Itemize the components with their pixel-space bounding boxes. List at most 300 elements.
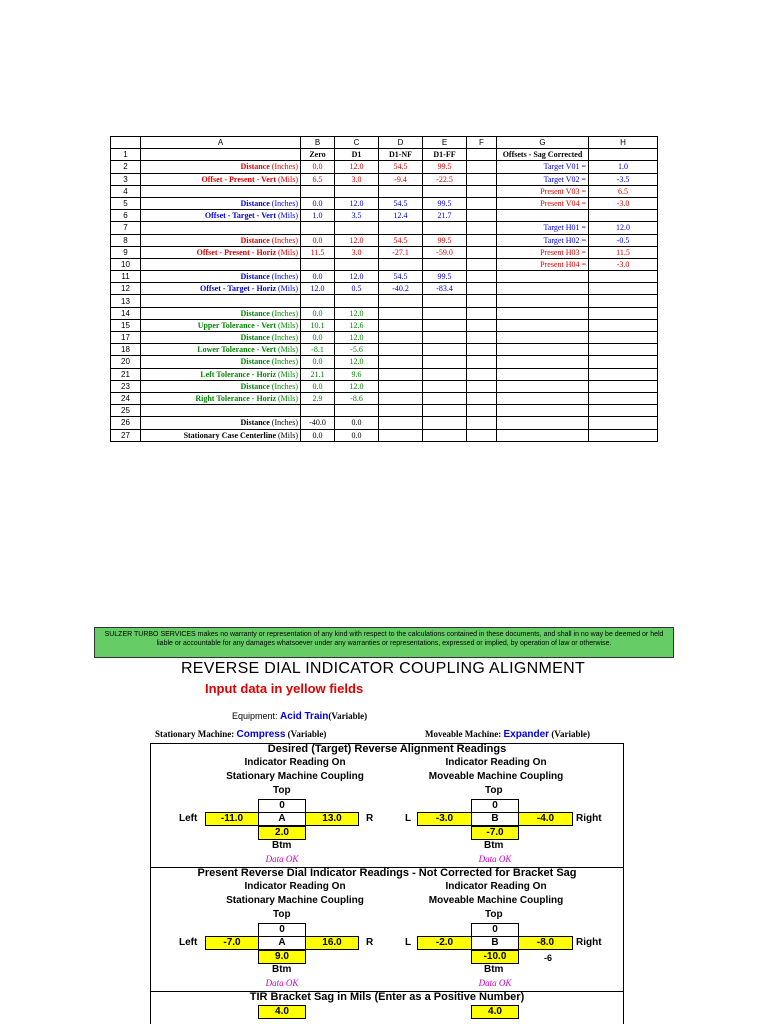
- sheet-row: [111, 271, 658, 283]
- column-header-row: [111, 137, 658, 149]
- unit-text: (Mils): [278, 211, 298, 221]
- unit-text: (Inches): [271, 235, 298, 245]
- unit-text: (Inches): [271, 162, 298, 172]
- cell-d: [379, 307, 423, 319]
- unit-text: (Inches): [271, 308, 298, 318]
- cell-f: [467, 283, 497, 295]
- cell-h: -3.0: [589, 197, 658, 209]
- unit-text: (Inches): [271, 418, 298, 428]
- row-number: 13: [111, 295, 141, 307]
- cell-c: 12.0: [335, 234, 379, 246]
- cell-d: -40.2: [379, 283, 423, 295]
- row-label: [141, 246, 301, 258]
- cell-g: Present H03 =: [497, 246, 589, 258]
- label-text: Distance: [240, 199, 270, 209]
- row-number: 24: [111, 392, 141, 404]
- cell-g: [497, 405, 589, 417]
- cell-h: [589, 307, 658, 319]
- row-label: [141, 295, 301, 307]
- moveable-label: Moveable Machine:: [425, 729, 502, 739]
- row-number: 18: [111, 344, 141, 356]
- row-label: [141, 271, 301, 283]
- row-number: 20: [111, 356, 141, 368]
- column-header: F: [467, 137, 497, 149]
- stationary-center-label: A: [258, 936, 306, 950]
- unit-text: (Inches): [271, 357, 298, 367]
- cell-h: [589, 149, 658, 161]
- btm-label: Btm: [484, 840, 504, 851]
- cell-c: 3.0: [335, 173, 379, 185]
- label-text: Distance: [240, 333, 270, 343]
- sheet-row: [111, 332, 658, 344]
- stationary-suffix: (Variable): [287, 729, 327, 739]
- cell-h: 6.5: [589, 185, 658, 197]
- cell-d: 54.5: [379, 234, 423, 246]
- sheet-row: [111, 392, 658, 404]
- sheet-row: [111, 173, 658, 185]
- cell-h: [589, 271, 658, 283]
- cell-e: [423, 222, 467, 234]
- bracket-sag-panel: [150, 991, 624, 1024]
- row-number: 5: [111, 197, 141, 209]
- cell-g: [497, 392, 589, 404]
- left-heading-1: Indicator Reading On: [244, 881, 346, 892]
- cell-e: [423, 258, 467, 270]
- left-heading-2: Stationary Machine Coupling: [226, 771, 364, 782]
- status-text: Data OK: [478, 854, 512, 864]
- cell-c: [335, 258, 379, 270]
- moveable-sag-input[interactable]: 4.0: [471, 1005, 519, 1019]
- moveable-left-input[interactable]: -2.0: [417, 936, 472, 950]
- cell-b: 0.0: [301, 234, 335, 246]
- cell-g: [497, 283, 589, 295]
- cell-c: D1: [335, 149, 379, 161]
- top-label: Top: [273, 909, 291, 920]
- row-label: [141, 234, 301, 246]
- row-label: [141, 356, 301, 368]
- cell-b: 6.5: [301, 173, 335, 185]
- cell-c: 9.6: [335, 368, 379, 380]
- row-label: [141, 429, 301, 441]
- sheet-row: [111, 210, 658, 222]
- label-text: Distance: [240, 272, 270, 282]
- sheet-row: [111, 429, 658, 441]
- cell-f: [467, 295, 497, 307]
- cell-d: -9.4: [379, 173, 423, 185]
- label-text: Distance: [240, 418, 270, 428]
- cell-h: [589, 210, 658, 222]
- cell-e: 99.5: [423, 234, 467, 246]
- unit-text: (Mils): [278, 320, 298, 330]
- cell-e: [423, 295, 467, 307]
- row-label: [141, 197, 301, 209]
- cell-e: 21.7: [423, 210, 467, 222]
- cell-b: 12.0: [301, 283, 335, 295]
- left-label: Left: [179, 937, 198, 948]
- row-number: 10: [111, 258, 141, 270]
- right-heading-2: Moveable Machine Coupling: [428, 895, 564, 906]
- unit-text: (Inches): [271, 333, 298, 343]
- unit-text: (Inches): [271, 272, 298, 282]
- cell-d: D1-NF: [379, 149, 423, 161]
- moveable-top-reading: 0: [471, 923, 519, 937]
- cell-e: -59.0: [423, 246, 467, 258]
- unit-text: (Mils): [278, 394, 298, 404]
- cell-e: 99.5: [423, 197, 467, 209]
- equipment-label: Equipment:: [232, 711, 278, 721]
- cell-b: 0.0: [301, 380, 335, 392]
- cell-f: [467, 149, 497, 161]
- cell-d: [379, 185, 423, 197]
- btm-label: Btm: [484, 964, 504, 975]
- row-label: [141, 258, 301, 270]
- cell-g: [497, 210, 589, 222]
- cell-b: 11.5: [301, 246, 335, 258]
- top-label: Top: [485, 785, 503, 796]
- cell-c: [335, 185, 379, 197]
- row-number: 12: [111, 283, 141, 295]
- moveable-bottom-input[interactable]: -10.0: [471, 950, 519, 964]
- cell-c: 0.0: [335, 417, 379, 429]
- sheet-row: [111, 405, 658, 417]
- sheet-row: [111, 307, 658, 319]
- stationary-top-reading: 0: [258, 923, 306, 937]
- panel-title: TIR Bracket Sag in Mils (Enter as a Positive Number): [249, 992, 525, 1003]
- label-text: Offset - Target - Vert: [204, 211, 276, 221]
- cell-h: [589, 429, 658, 441]
- sheet-row: [111, 161, 658, 173]
- cell-g: Offsets - Sag Corrected: [497, 149, 589, 161]
- unit-text: (Mils): [278, 430, 298, 440]
- row-label: [141, 380, 301, 392]
- column-header: [111, 137, 141, 149]
- cell-c: 0.0: [335, 429, 379, 441]
- cell-d: [379, 356, 423, 368]
- btm-label: Btm: [272, 840, 292, 851]
- cell-g: [497, 271, 589, 283]
- stationary-bottom-input[interactable]: 9.0: [258, 950, 306, 964]
- left-heading-1: Indicator Reading On: [244, 757, 346, 768]
- cell-g: [497, 332, 589, 344]
- column-header: B: [301, 137, 335, 149]
- cell-f: [467, 197, 497, 209]
- status-text: Data OK: [265, 854, 299, 864]
- cell-b: 2.9: [301, 392, 335, 404]
- cell-h: [589, 344, 658, 356]
- cell-c: 12.0: [335, 307, 379, 319]
- column-header: D: [379, 137, 423, 149]
- cell-h: [589, 380, 658, 392]
- stationary-value[interactable]: Compress: [236, 729, 286, 740]
- equipment-suffix: (Variable): [328, 711, 368, 721]
- panel-title: Desired (Target) Reverse Alignment Readings: [267, 744, 507, 755]
- cell-e: -83.4: [423, 283, 467, 295]
- cell-g: Present V03 =: [497, 185, 589, 197]
- cell-b: 0.0: [301, 197, 335, 209]
- cell-c: 12.0: [335, 271, 379, 283]
- cell-h: -3.5: [589, 173, 658, 185]
- cell-c: 12.0: [335, 332, 379, 344]
- right-heading-1: Indicator Reading On: [445, 881, 547, 892]
- cell-b: 0.0: [301, 161, 335, 173]
- cell-c: 3.5: [335, 210, 379, 222]
- label-text: Distance: [240, 235, 270, 245]
- row-number: 2: [111, 161, 141, 173]
- cell-e: 99.5: [423, 271, 467, 283]
- label-text: Offset - Target - Horiz: [200, 284, 276, 294]
- cell-b: [301, 185, 335, 197]
- panel-title: Present Reverse Dial Indicator Readings - Not Corrected for Bracket Sag: [197, 868, 577, 879]
- cell-d: 12.4: [379, 210, 423, 222]
- cell-f: [467, 380, 497, 392]
- cell-d: [379, 295, 423, 307]
- stationary-label: Stationary Machine:: [155, 729, 235, 739]
- cell-b: 10.1: [301, 319, 335, 331]
- cell-h: [589, 283, 658, 295]
- right-label: R: [366, 813, 374, 824]
- cell-h: -0.5: [589, 234, 658, 246]
- cell-e: [423, 405, 467, 417]
- row-number: 11: [111, 271, 141, 283]
- label-text: Upper Tolerance - Vert: [197, 320, 276, 330]
- moveable-suffix: (Variable): [551, 729, 590, 739]
- cell-h: [589, 417, 658, 429]
- unit-text: (Inches): [271, 199, 298, 209]
- cell-f: [467, 417, 497, 429]
- cell-f: [467, 161, 497, 173]
- status-text: Data OK: [478, 978, 512, 988]
- sheet-row: [111, 246, 658, 258]
- row-label: [141, 319, 301, 331]
- cell-b: 0.0: [301, 356, 335, 368]
- column-header: E: [423, 137, 467, 149]
- target-readings-panel: [150, 743, 624, 869]
- cell-g: [497, 295, 589, 307]
- cell-f: [467, 405, 497, 417]
- sheet-row: [111, 319, 658, 331]
- cell-g: Target H02 =: [497, 234, 589, 246]
- unit-text: (Mils): [278, 174, 298, 184]
- label-text: Left Tolerance - Horiz: [200, 369, 276, 379]
- sheet-row: [111, 417, 658, 429]
- cell-e: [423, 332, 467, 344]
- cell-g: [497, 356, 589, 368]
- cell-d: [379, 222, 423, 234]
- sheet-row: [111, 234, 658, 246]
- right-heading-2: Moveable Machine Coupling: [428, 771, 564, 782]
- cell-h: [589, 332, 658, 344]
- cell-h: [589, 405, 658, 417]
- cell-f: [467, 271, 497, 283]
- sheet-row: [111, 356, 658, 368]
- cell-f: [467, 307, 497, 319]
- cell-g: [497, 319, 589, 331]
- row-number: 3: [111, 173, 141, 185]
- column-header: H: [589, 137, 658, 149]
- row-number: 21: [111, 368, 141, 380]
- cell-d: 54.5: [379, 197, 423, 209]
- disclaimer-banner: SULZER TURBO SERVICES makes no warranty or representation of any kind with respect to the calculations contained in these documents, and shall in no way be deemed or held liable or accountable for any damages whatsoever under any warranties or representations, expressed or implied, by operation of law or otherwise.: [94, 627, 674, 658]
- cell-e: [423, 380, 467, 392]
- cell-e: [423, 307, 467, 319]
- cell-c: 0.5: [335, 283, 379, 295]
- cell-g: [497, 307, 589, 319]
- equipment-row: [232, 711, 367, 722]
- cell-f: [467, 258, 497, 270]
- cell-c: 12.6: [335, 319, 379, 331]
- cell-g: [497, 380, 589, 392]
- cell-b: [301, 258, 335, 270]
- cell-e: D1-FF: [423, 149, 467, 161]
- sheet-row: [111, 368, 658, 380]
- cell-e: [423, 319, 467, 331]
- stationary-left-input[interactable]: -7.0: [205, 936, 259, 950]
- cell-f: [467, 210, 497, 222]
- cell-h: 11.5: [589, 246, 658, 258]
- equipment-value[interactable]: Acid Train: [280, 711, 329, 722]
- label-text: Offset - Present - Horiz: [196, 247, 276, 257]
- sheet-row: [111, 197, 658, 209]
- cell-f: [467, 234, 497, 246]
- stationary-left-input[interactable]: -11.0: [205, 812, 259, 826]
- cell-g: [497, 417, 589, 429]
- cell-g: Target H01 =: [497, 222, 589, 234]
- cell-b: -8.1: [301, 344, 335, 356]
- label-text: Stationary Case Centerline: [183, 430, 276, 440]
- sheet-row: [111, 344, 658, 356]
- row-number: 1: [111, 149, 141, 161]
- stationary-center-label: A: [258, 812, 306, 826]
- cell-g: Target V02 =: [497, 173, 589, 185]
- cell-c: [335, 222, 379, 234]
- cell-g: [497, 368, 589, 380]
- cell-e: [423, 368, 467, 380]
- row-label: [141, 417, 301, 429]
- calculation-sheet: [110, 136, 658, 442]
- row-number: 9: [111, 246, 141, 258]
- row-label: [141, 222, 301, 234]
- sheet-row: [111, 380, 658, 392]
- row-label: [141, 405, 301, 417]
- right-label: Right: [576, 937, 602, 948]
- cell-g: Target V01 =: [497, 161, 589, 173]
- btm-label: Btm: [272, 964, 292, 975]
- cell-e: [423, 429, 467, 441]
- cell-h: [589, 319, 658, 331]
- unit-text: (Mils): [278, 284, 298, 294]
- row-number: 17: [111, 332, 141, 344]
- row-number: 6: [111, 210, 141, 222]
- cell-h: -3.0: [589, 258, 658, 270]
- cell-d: [379, 319, 423, 331]
- moveable-machine-row: [425, 729, 590, 740]
- cell-b: [301, 295, 335, 307]
- unit-text: (Mils): [278, 369, 298, 379]
- sheet-row: [111, 149, 658, 161]
- cell-c: -8.6: [335, 392, 379, 404]
- cell-e: [423, 185, 467, 197]
- row-label: [141, 344, 301, 356]
- cell-d: [379, 380, 423, 392]
- stationary-sag-input[interactable]: 4.0: [258, 1005, 306, 1019]
- cell-f: [467, 246, 497, 258]
- row-label: [141, 307, 301, 319]
- left-label: L: [405, 813, 412, 824]
- label-text: Right Tolerance - Horiz: [195, 394, 276, 404]
- cell-d: -27.1: [379, 246, 423, 258]
- stationary-top-reading: 0: [258, 799, 306, 813]
- status-text: Data OK: [265, 978, 299, 988]
- cell-d: [379, 344, 423, 356]
- top-label: Top: [485, 909, 503, 920]
- cell-f: [467, 173, 497, 185]
- right-heading-1: Indicator Reading On: [445, 757, 547, 768]
- sheet-row: [111, 258, 658, 270]
- label-text: Lower Tolerance - Vert: [197, 345, 276, 355]
- cell-f: [467, 368, 497, 380]
- row-number: 7: [111, 222, 141, 234]
- moveable-value[interactable]: Expander: [503, 729, 550, 740]
- row-number: 4: [111, 185, 141, 197]
- stationary-bottom-input[interactable]: 2.0: [258, 826, 306, 840]
- label-text: Offset - Present - Vert: [201, 174, 276, 184]
- cell-d: [379, 392, 423, 404]
- cell-b: Zero: [301, 149, 335, 161]
- row-label: [141, 368, 301, 380]
- row-label: [141, 332, 301, 344]
- left-heading-2: Stationary Machine Coupling: [226, 895, 364, 906]
- row-number: 8: [111, 234, 141, 246]
- sheet-body: [111, 149, 658, 442]
- cell-c: 12.0: [335, 356, 379, 368]
- moveable-left-input[interactable]: -3.0: [417, 812, 472, 826]
- row-label: [141, 149, 301, 161]
- sheet-row: [111, 295, 658, 307]
- cell-d: 54.5: [379, 161, 423, 173]
- input-instruction: Input data in yellow fields: [205, 681, 364, 696]
- cell-b: [301, 405, 335, 417]
- cell-d: 54.5: [379, 271, 423, 283]
- page-title: REVERSE DIAL INDICATOR COUPLING ALIGNMENT: [180, 660, 586, 677]
- unit-text: (Mils): [278, 345, 298, 355]
- cell-b: 0.0: [301, 429, 335, 441]
- moveable-bottom-note: -6: [544, 953, 553, 963]
- moveable-right-input[interactable]: -4.0: [518, 812, 573, 826]
- cell-b: [301, 222, 335, 234]
- top-label: Top: [273, 785, 291, 796]
- cell-d: [379, 368, 423, 380]
- cell-c: -5.6: [335, 344, 379, 356]
- stationary-right-input[interactable]: 13.0: [305, 812, 359, 826]
- cell-f: [467, 429, 497, 441]
- moveable-right-input[interactable]: -8.0: [518, 936, 573, 950]
- cell-c: 12.0: [335, 161, 379, 173]
- cell-f: [467, 392, 497, 404]
- cell-g: [497, 344, 589, 356]
- cell-f: [467, 319, 497, 331]
- cell-g: [497, 429, 589, 441]
- cell-b: 21.1: [301, 368, 335, 380]
- cell-h: 12.0: [589, 222, 658, 234]
- cell-h: [589, 295, 658, 307]
- cell-d: [379, 258, 423, 270]
- stationary-right-input[interactable]: 16.0: [305, 936, 359, 950]
- unit-text: (Mils): [278, 247, 298, 257]
- row-label: [141, 210, 301, 222]
- row-label: [141, 161, 301, 173]
- moveable-bottom-input[interactable]: -7.0: [471, 826, 519, 840]
- cell-b: 0.0: [301, 332, 335, 344]
